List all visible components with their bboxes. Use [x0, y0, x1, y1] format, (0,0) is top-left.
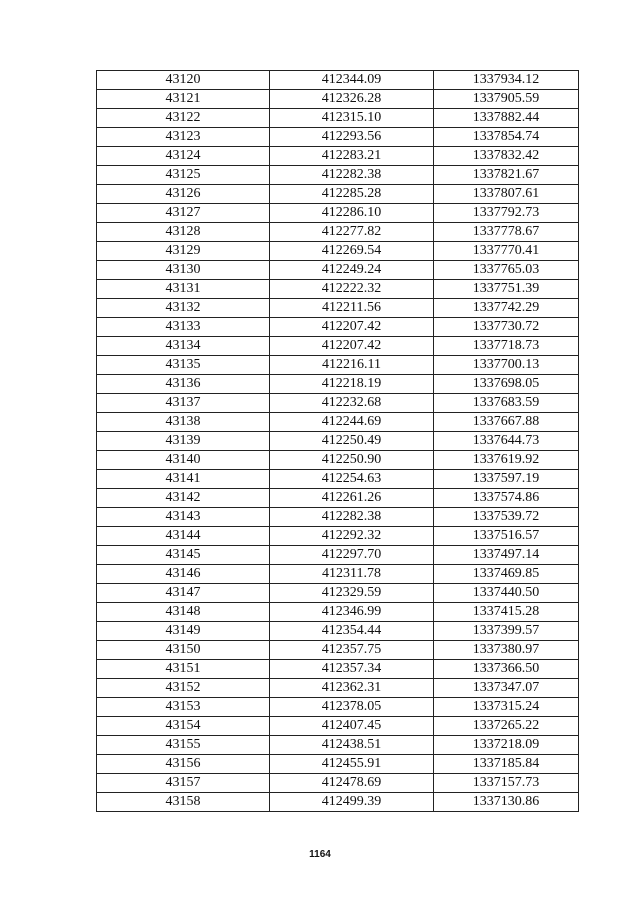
- point-number-cell: 43146: [97, 565, 270, 584]
- x-coordinate-cell: 412286.10: [270, 204, 434, 223]
- x-coordinate-cell: 412249.24: [270, 261, 434, 280]
- y-coordinate-cell: 1337157.73: [434, 774, 579, 793]
- point-number-cell: 43132: [97, 299, 270, 318]
- point-number-cell: 43125: [97, 166, 270, 185]
- x-coordinate-cell: 412282.38: [270, 166, 434, 185]
- table-row: [97, 565, 579, 584]
- y-coordinate-cell: 1337807.61: [434, 185, 579, 204]
- table-row: [97, 432, 579, 451]
- x-coordinate-cell: 412277.82: [270, 223, 434, 242]
- table-row: [97, 375, 579, 394]
- point-number-cell: 43124: [97, 147, 270, 166]
- y-coordinate-cell: 1337130.86: [434, 793, 579, 812]
- point-number-cell: 43150: [97, 641, 270, 660]
- x-coordinate-cell: 412222.32: [270, 280, 434, 299]
- x-coordinate-cell: 412283.21: [270, 147, 434, 166]
- point-number-cell: 43128: [97, 223, 270, 242]
- x-coordinate-cell: 412329.59: [270, 584, 434, 603]
- y-coordinate-cell: 1337821.67: [434, 166, 579, 185]
- y-coordinate-cell: 1337683.59: [434, 394, 579, 413]
- x-coordinate-cell: 412346.99: [270, 603, 434, 622]
- point-number-cell: 43138: [97, 413, 270, 432]
- x-coordinate-cell: 412207.42: [270, 337, 434, 356]
- point-number-cell: 43151: [97, 660, 270, 679]
- point-number-cell: 43140: [97, 451, 270, 470]
- x-coordinate-cell: 412250.49: [270, 432, 434, 451]
- x-coordinate-cell: 412362.31: [270, 679, 434, 698]
- table-row: [97, 280, 579, 299]
- point-number-cell: 43144: [97, 527, 270, 546]
- point-number-cell: 43143: [97, 508, 270, 527]
- table-row: [97, 242, 579, 261]
- y-coordinate-cell: 1337574.86: [434, 489, 579, 508]
- y-coordinate-cell: 1337905.59: [434, 90, 579, 109]
- y-coordinate-cell: 1337497.14: [434, 546, 579, 565]
- point-number-cell: 43123: [97, 128, 270, 147]
- point-number-cell: 43158: [97, 793, 270, 812]
- y-coordinate-cell: 1337619.92: [434, 451, 579, 470]
- point-number-cell: 43142: [97, 489, 270, 508]
- point-number-cell: 43133: [97, 318, 270, 337]
- table-row: [97, 470, 579, 489]
- point-number-cell: 43131: [97, 280, 270, 299]
- x-coordinate-cell: 412218.19: [270, 375, 434, 394]
- point-number-cell: 43121: [97, 90, 270, 109]
- table-row: [97, 413, 579, 432]
- table-row: [97, 204, 579, 223]
- x-coordinate-cell: 412207.42: [270, 318, 434, 337]
- x-coordinate-cell: 412232.68: [270, 394, 434, 413]
- x-coordinate-cell: 412499.39: [270, 793, 434, 812]
- y-coordinate-cell: 1337516.57: [434, 527, 579, 546]
- y-coordinate-cell: 1337315.24: [434, 698, 579, 717]
- y-coordinate-cell: 1337751.39: [434, 280, 579, 299]
- point-number-cell: 43157: [97, 774, 270, 793]
- table-row: [97, 698, 579, 717]
- point-number-cell: 43153: [97, 698, 270, 717]
- y-coordinate-cell: 1337415.28: [434, 603, 579, 622]
- y-coordinate-cell: 1337366.50: [434, 660, 579, 679]
- y-coordinate-cell: 1337832.42: [434, 147, 579, 166]
- point-number-cell: 43120: [97, 71, 270, 90]
- table-row: [97, 337, 579, 356]
- coordinate-table: [96, 70, 579, 812]
- table-row: [97, 489, 579, 508]
- x-coordinate-cell: 412354.44: [270, 622, 434, 641]
- x-coordinate-cell: 412269.54: [270, 242, 434, 261]
- point-number-cell: 43122: [97, 109, 270, 128]
- x-coordinate-cell: 412244.69: [270, 413, 434, 432]
- table-row: [97, 299, 579, 318]
- point-number-cell: 43141: [97, 470, 270, 489]
- y-coordinate-cell: 1337882.44: [434, 109, 579, 128]
- table-row: [97, 128, 579, 147]
- table-row: [97, 546, 579, 565]
- table-row: [97, 717, 579, 736]
- y-coordinate-cell: 1337700.13: [434, 356, 579, 375]
- point-number-cell: 43156: [97, 755, 270, 774]
- point-number-cell: 43139: [97, 432, 270, 451]
- y-coordinate-cell: 1337469.85: [434, 565, 579, 584]
- point-number-cell: 43147: [97, 584, 270, 603]
- point-number-cell: 43148: [97, 603, 270, 622]
- point-number-cell: 43126: [97, 185, 270, 204]
- y-coordinate-cell: 1337380.97: [434, 641, 579, 660]
- x-coordinate-cell: 412216.11: [270, 356, 434, 375]
- y-coordinate-cell: 1337742.29: [434, 299, 579, 318]
- table-row: [97, 166, 579, 185]
- y-coordinate-cell: 1337347.07: [434, 679, 579, 698]
- table-row: [97, 679, 579, 698]
- x-coordinate-cell: 412293.56: [270, 128, 434, 147]
- x-coordinate-cell: 412261.26: [270, 489, 434, 508]
- table-row: [97, 508, 579, 527]
- table-row: [97, 90, 579, 109]
- point-number-cell: 43154: [97, 717, 270, 736]
- x-coordinate-cell: 412407.45: [270, 717, 434, 736]
- y-coordinate-cell: 1337218.09: [434, 736, 579, 755]
- point-number-cell: 43137: [97, 394, 270, 413]
- point-number-cell: 43155: [97, 736, 270, 755]
- y-coordinate-cell: 1337644.73: [434, 432, 579, 451]
- y-coordinate-cell: 1337765.03: [434, 261, 579, 280]
- point-number-cell: 43134: [97, 337, 270, 356]
- table-row: [97, 71, 579, 90]
- x-coordinate-cell: 412344.09: [270, 71, 434, 90]
- y-coordinate-cell: 1337730.72: [434, 318, 579, 337]
- x-coordinate-cell: 412326.28: [270, 90, 434, 109]
- x-coordinate-cell: 412438.51: [270, 736, 434, 755]
- x-coordinate-cell: 412211.56: [270, 299, 434, 318]
- table-row: [97, 451, 579, 470]
- table-row: [97, 394, 579, 413]
- table-row: [97, 185, 579, 204]
- y-coordinate-cell: 1337792.73: [434, 204, 579, 223]
- table-row: [97, 660, 579, 679]
- coordinate-table-body: [97, 71, 579, 812]
- table-row: [97, 527, 579, 546]
- x-coordinate-cell: 412455.91: [270, 755, 434, 774]
- table-row: [97, 736, 579, 755]
- table-row: [97, 755, 579, 774]
- x-coordinate-cell: 412282.38: [270, 508, 434, 527]
- table-row: [97, 223, 579, 242]
- y-coordinate-cell: 1337718.73: [434, 337, 579, 356]
- table-row: [97, 641, 579, 660]
- table-row: [97, 793, 579, 812]
- table-row: [97, 318, 579, 337]
- y-coordinate-cell: 1337597.19: [434, 470, 579, 489]
- y-coordinate-cell: 1337934.12: [434, 71, 579, 90]
- point-number-cell: 43135: [97, 356, 270, 375]
- table-row: [97, 356, 579, 375]
- table-row: [97, 774, 579, 793]
- y-coordinate-cell: 1337778.67: [434, 223, 579, 242]
- y-coordinate-cell: 1337399.57: [434, 622, 579, 641]
- point-number-cell: 43149: [97, 622, 270, 641]
- table-row: [97, 109, 579, 128]
- point-number-cell: 43129: [97, 242, 270, 261]
- y-coordinate-cell: 1337265.22: [434, 717, 579, 736]
- table-row: [97, 584, 579, 603]
- x-coordinate-cell: 412478.69: [270, 774, 434, 793]
- table-row: [97, 261, 579, 280]
- y-coordinate-cell: 1337185.84: [434, 755, 579, 774]
- x-coordinate-cell: 412378.05: [270, 698, 434, 717]
- x-coordinate-cell: 412357.75: [270, 641, 434, 660]
- x-coordinate-cell: 412292.32: [270, 527, 434, 546]
- x-coordinate-cell: 412285.28: [270, 185, 434, 204]
- table-row: [97, 147, 579, 166]
- y-coordinate-cell: 1337770.41: [434, 242, 579, 261]
- point-number-cell: 43145: [97, 546, 270, 565]
- y-coordinate-cell: 1337698.05: [434, 375, 579, 394]
- y-coordinate-cell: 1337539.72: [434, 508, 579, 527]
- y-coordinate-cell: 1337667.88: [434, 413, 579, 432]
- page-number: 1164: [309, 849, 331, 860]
- x-coordinate-cell: 412311.78: [270, 565, 434, 584]
- y-coordinate-cell: 1337440.50: [434, 584, 579, 603]
- x-coordinate-cell: 412254.63: [270, 470, 434, 489]
- x-coordinate-cell: 412297.70: [270, 546, 434, 565]
- table-row: [97, 622, 579, 641]
- point-number-cell: 43136: [97, 375, 270, 394]
- table-row: [97, 603, 579, 622]
- x-coordinate-cell: 412250.90: [270, 451, 434, 470]
- x-coordinate-cell: 412357.34: [270, 660, 434, 679]
- point-number-cell: 43127: [97, 204, 270, 223]
- point-number-cell: 43130: [97, 261, 270, 280]
- x-coordinate-cell: 412315.10: [270, 109, 434, 128]
- y-coordinate-cell: 1337854.74: [434, 128, 579, 147]
- point-number-cell: 43152: [97, 679, 270, 698]
